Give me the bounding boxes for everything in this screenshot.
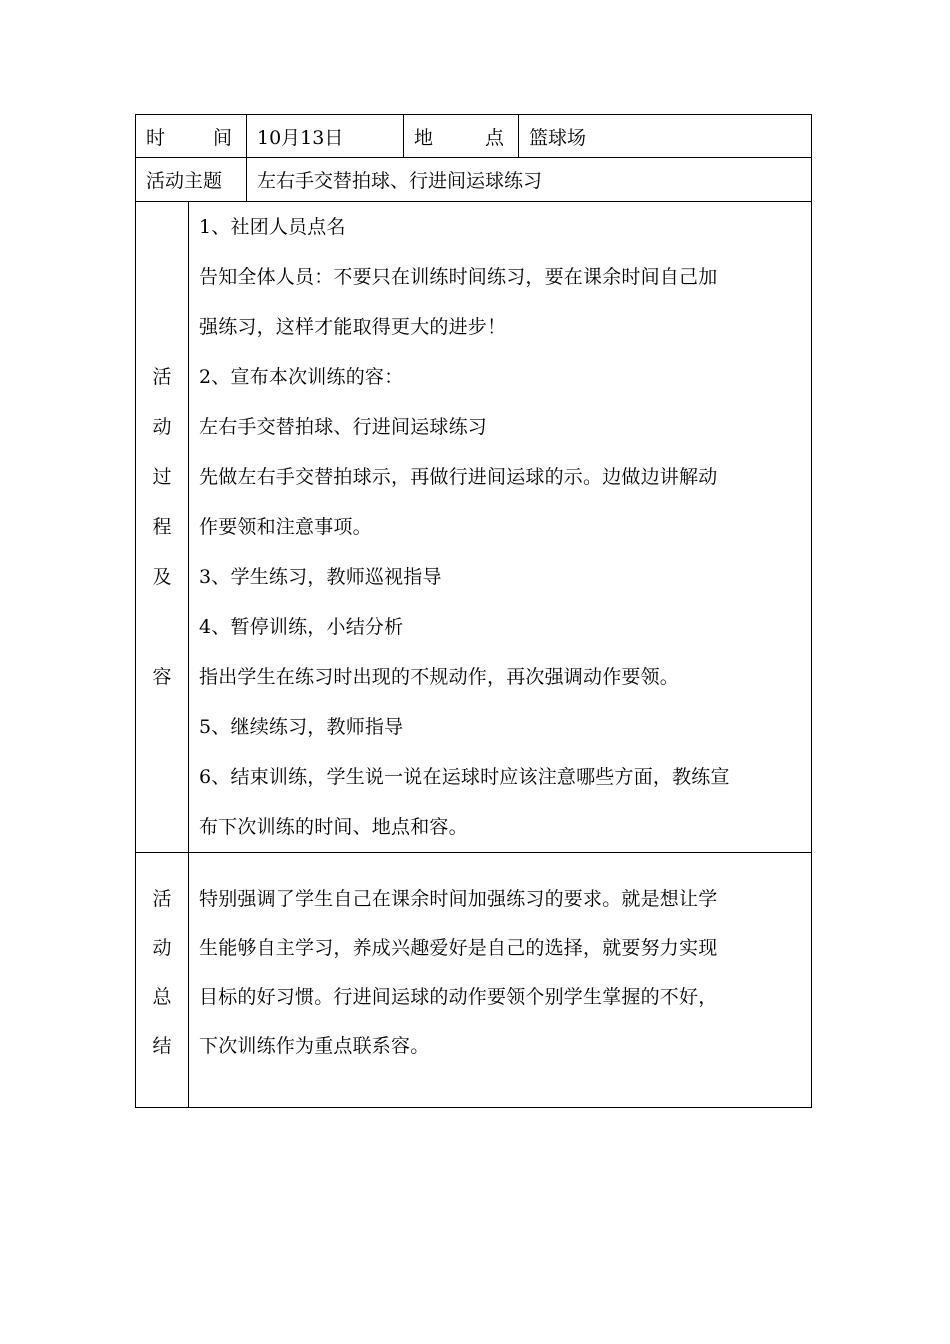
- summary-label-char: 活: [152, 888, 172, 910]
- time-value-cell: [247, 115, 404, 158]
- summary-label-cell: [136, 853, 189, 1108]
- process-label-char: 过: [152, 466, 172, 488]
- process-label-char: 程: [152, 516, 172, 538]
- process-line: 作要领和注意事项。: [199, 516, 372, 538]
- process-label-char: 活: [152, 366, 172, 388]
- time-value: 10月13日: [257, 126, 344, 149]
- process-line: 2、宣布本次训练的容：: [199, 366, 404, 388]
- place-value: 篮球场: [529, 126, 587, 149]
- theme-row: [136, 158, 812, 202]
- header-row: [136, 115, 812, 158]
- process-label-char: 容: [152, 666, 172, 688]
- process-line: 先做左右手交替拍球示，再做行进间运球的示。边做边讲解动: [199, 466, 718, 488]
- process-content-cell: [189, 202, 812, 853]
- summary-row: [136, 853, 812, 1108]
- theme-value-cell: [247, 158, 812, 202]
- place-label-cell: [404, 115, 519, 158]
- summary-line: 目标的好习惯。行进间运球的动作要领个别学生掌握的不好，: [199, 986, 718, 1008]
- activity-record-table: [135, 114, 812, 1108]
- summary-label-char: 总: [152, 986, 172, 1008]
- process-label-spacer: [136, 602, 188, 652]
- summary-content-cell: [189, 853, 812, 1108]
- process-line: 6、结束训练，学生说一说在运球时应该注意哪些方面，教练宣: [199, 766, 730, 788]
- process-label-char: 动: [152, 416, 172, 438]
- time-label-cell: [136, 115, 247, 158]
- process-line: 布下次训练的时间、地点和容。: [199, 816, 468, 838]
- place-value-cell: [519, 115, 812, 158]
- summary-label-char: 结: [152, 1035, 172, 1057]
- summary-line: 生能够自主学习，养成兴趣爱好是自己的选择，就要努力实现: [199, 937, 718, 959]
- process-line: 1、社团人员点名: [199, 216, 346, 238]
- process-line: 左右手交替拍球、行进间运球练习: [199, 416, 488, 438]
- summary-line: 下次训练作为重点联系容。: [199, 1035, 430, 1057]
- place-label-char: 地: [414, 126, 434, 149]
- theme-label-cell: [136, 158, 247, 202]
- process-line: 指出学生在练习时出现的不规动作，再次强调动作要领。: [199, 666, 680, 688]
- theme-label: 活动主题: [146, 170, 223, 192]
- process-line: 4、暂停训练，小结分析: [199, 616, 404, 638]
- place-label-char: 点: [484, 126, 504, 149]
- process-line: 强练习，这样才能取得更大的进步！: [199, 316, 507, 338]
- time-label-char: 时: [146, 126, 166, 149]
- time-label-char: 间: [212, 126, 232, 149]
- process-row: [136, 202, 812, 853]
- process-line: 告知全体人员：不要只在训练时间练习，要在课余时间自己加: [199, 266, 718, 288]
- process-label-char: 及: [152, 566, 172, 588]
- process-line: 3、学生练习，教师巡视指导: [199, 566, 442, 588]
- process-label-cell: [136, 202, 189, 853]
- summary-line: 特别强调了学生自己在课余时间加强练习的要求。就是想让学: [199, 888, 718, 910]
- process-line: 5、继续练习，教师指导: [199, 716, 404, 738]
- theme-value: 左右手交替拍球、行进间运球练习: [257, 170, 543, 192]
- summary-label-char: 动: [152, 937, 172, 959]
